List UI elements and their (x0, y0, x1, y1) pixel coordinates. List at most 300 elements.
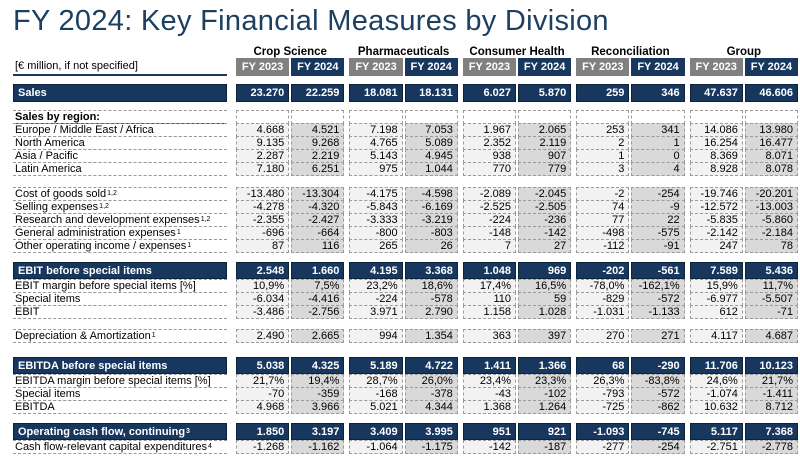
row-label-text: Operating cash flow, continuing (18, 425, 186, 438)
value-cell: -202 (576, 262, 629, 279)
table-row-other-operating-income-expenses (13, 239, 798, 253)
row-label (13, 400, 227, 414)
value-cell (745, 110, 798, 124)
value-cell: 1 (631, 136, 684, 150)
column-group-consumer-health: Consumer Health (469, 46, 565, 58)
value-cell: -2.184 (745, 226, 798, 240)
value-cell: -5.507 (745, 292, 798, 306)
value-cell: 1.028 (518, 305, 571, 319)
value-cell: 5.870 (518, 84, 571, 102)
value-cell: 1.368 (463, 400, 516, 414)
row-label-text: Special items (15, 293, 81, 305)
value-cell: 0 (631, 149, 684, 163)
value-cell: 1.850 (236, 423, 289, 440)
year-header-reconciliation-fy-2024: FY 2024 (631, 58, 684, 76)
value-cell: 7.368 (745, 423, 798, 440)
value-cell: -2.045 (518, 187, 571, 201)
row-label-text: Research and development expenses (15, 214, 200, 226)
value-cell: 8.928 (690, 162, 743, 176)
section-spacer (13, 343, 798, 357)
value-cell: -2.756 (291, 305, 344, 319)
value-cell: -187 (518, 440, 571, 454)
value-cell: 3.197 (291, 423, 344, 440)
row-label-text: General administration expenses (15, 227, 176, 239)
value-cell: 24,6% (690, 374, 743, 388)
value-cell: -91 (631, 239, 684, 253)
table-row-research-and-development-expenses (13, 213, 798, 227)
value-cell: -224 (349, 292, 402, 306)
value-cell: 1.660 (291, 262, 344, 279)
year-header-pharmaceuticals-fy-2023: FY 2023 (349, 58, 402, 76)
value-cell: 87 (236, 239, 289, 253)
value-cell: 8.078 (745, 162, 798, 176)
value-cell: -498 (576, 226, 629, 240)
year-header-consumer-health-fy-2024: FY 2024 (518, 58, 571, 76)
table-row-selling-expenses (13, 200, 798, 214)
value-cell: -236 (518, 213, 571, 227)
row-label (13, 305, 227, 319)
value-cell: -4.598 (405, 187, 458, 201)
value-cell: 2.548 (236, 262, 289, 279)
table-row-ebitda (13, 400, 798, 414)
row-label-text: Other operating income / expenses (15, 240, 187, 252)
row-label (13, 262, 227, 279)
row-label-text: Cash flow-relevant capital expenditures (15, 441, 207, 453)
value-cell: 21,7% (745, 374, 798, 388)
column-group-crop-science: Crop Science (253, 46, 327, 58)
value-cell: -1.133 (631, 305, 684, 319)
row-label (13, 123, 227, 137)
column-group-reconciliation: Reconciliation (591, 46, 670, 58)
row-label-text: Cost of goods sold (15, 188, 107, 200)
value-cell: -1.074 (690, 387, 743, 401)
financial-table (13, 44, 798, 454)
value-cell: 397 (518, 329, 571, 343)
value-cell: 16,5% (518, 279, 571, 293)
value-cell: 10,9% (236, 279, 289, 293)
row-label-text: Latin America (15, 163, 82, 175)
value-cell: 5.436 (745, 262, 798, 279)
value-cell: -254 (631, 187, 684, 201)
value-cell: -9 (631, 200, 684, 214)
value-cell: 4.521 (291, 123, 344, 137)
table-row-ebitda-before-special-items (13, 357, 798, 374)
table-row-general-administration-expenses (13, 226, 798, 240)
value-cell: -13.003 (745, 200, 798, 214)
value-cell: 3 (576, 162, 629, 176)
value-cell: 21,7% (236, 374, 289, 388)
row-label: Selling expenses 1,2 (13, 200, 227, 214)
value-cell: 26,0% (405, 374, 458, 388)
value-cell: -6.977 (690, 292, 743, 306)
value-cell: 6.027 (463, 84, 516, 102)
year-header-row (13, 58, 798, 76)
value-cell: -1.064 (349, 440, 402, 454)
value-cell: -142 (518, 226, 571, 240)
value-cell: 16.254 (690, 136, 743, 150)
value-cell: 4.687 (745, 329, 798, 343)
value-cell: 4 (631, 162, 684, 176)
unit-label: [€ million, if not specified] (13, 58, 227, 76)
row-label-text: Selling expenses (15, 201, 99, 213)
value-cell: 1.366 (518, 357, 571, 374)
row-label (13, 136, 227, 150)
table-row-special-items (13, 292, 798, 306)
row-label-text: Special items (15, 388, 81, 400)
value-cell: 7.589 (690, 262, 743, 279)
value-cell: 1.354 (405, 329, 458, 343)
value-cell: -745 (631, 423, 684, 440)
value-cell: 47.637 (690, 84, 743, 102)
row-label-text: EBITDA margin before special items [%] (15, 375, 211, 387)
value-cell: 23.270 (236, 84, 289, 102)
table-row-ebit-margin-before-special-items (13, 279, 798, 293)
section-spacer (13, 102, 798, 110)
table-row-asia-pacific (13, 149, 798, 163)
value-cell: -696 (236, 226, 289, 240)
value-cell: 3.368 (405, 262, 458, 279)
row-label-text: Depreciation & Amortization (15, 330, 151, 342)
value-cell: -578 (405, 292, 458, 306)
table-row-sales (13, 84, 798, 102)
value-cell: 2 (576, 136, 629, 150)
value-cell: 11.706 (690, 357, 743, 374)
value-cell: -12.572 (690, 200, 743, 214)
value-cell: -1.162 (291, 440, 344, 454)
row-label-text: Asia / Pacific (15, 150, 78, 162)
value-cell: -2.778 (745, 440, 798, 454)
value-cell: -2.505 (518, 200, 571, 214)
value-cell: -3.486 (236, 305, 289, 319)
value-cell: 363 (463, 329, 516, 343)
value-cell: 8.369 (690, 149, 743, 163)
year-header-reconciliation-fy-2023: FY 2023 (576, 58, 629, 76)
value-cell: 11,7% (745, 279, 798, 293)
value-cell: 265 (349, 239, 402, 253)
value-cell (518, 110, 571, 124)
value-cell: -83,8% (631, 374, 684, 388)
table-row-latin-america (13, 162, 798, 176)
value-cell: 77 (576, 213, 629, 227)
year-header-pharmaceuticals-fy-2024: FY 2024 (405, 58, 458, 76)
value-cell: 9.135 (236, 136, 289, 150)
value-cell (690, 110, 743, 124)
value-cell: 6.251 (291, 162, 344, 176)
value-cell: 7 (463, 239, 516, 253)
value-cell: 78 (745, 239, 798, 253)
value-cell: -800 (349, 226, 402, 240)
value-cell: 15,9% (690, 279, 743, 293)
value-cell: -5.835 (690, 213, 743, 227)
value-cell: -1.268 (236, 440, 289, 454)
value-cell: 5.117 (690, 423, 743, 440)
value-cell: -13.304 (291, 187, 344, 201)
value-cell: -2.142 (690, 226, 743, 240)
year-header-consumer-health-fy-2023: FY 2023 (463, 58, 516, 76)
column-group-group: Group (726, 46, 762, 58)
value-cell: -112 (576, 239, 629, 253)
value-cell (236, 110, 289, 124)
value-cell: 5.143 (349, 149, 402, 163)
value-cell: 13.980 (745, 123, 798, 137)
value-cell: 270 (576, 329, 629, 343)
value-cell: 1.044 (405, 162, 458, 176)
row-label-text: EBITDA before special items (18, 359, 168, 372)
value-cell: 17,4% (463, 279, 516, 293)
value-cell: 4.117 (690, 329, 743, 343)
row-label (13, 162, 227, 176)
row-label (13, 149, 227, 163)
row-label-text: North America (15, 137, 85, 149)
value-cell: -20.201 (745, 187, 798, 201)
table-row-special-items (13, 387, 798, 401)
value-cell: 26 (405, 239, 458, 253)
row-label: Research and development expenses 1,2 (13, 213, 227, 227)
row-label-text: Sales by region: (15, 111, 100, 123)
row-label: Depreciation & Amortization 1 (13, 329, 227, 343)
value-cell: 4.325 (291, 357, 344, 374)
value-cell: -3.219 (405, 213, 458, 227)
value-cell: 110 (463, 292, 516, 306)
section-spacer (13, 319, 798, 329)
row-label (13, 387, 227, 401)
value-cell: -43 (463, 387, 516, 401)
value-cell: 46.606 (745, 84, 798, 102)
row-label (13, 292, 227, 306)
value-cell: 10.632 (690, 400, 743, 414)
column-group-header-row (13, 44, 798, 58)
value-cell: 1.264 (518, 400, 571, 414)
value-cell: 5.189 (349, 357, 402, 374)
value-cell: -793 (576, 387, 629, 401)
row-label: Other operating income / expenses 1 (13, 239, 227, 253)
value-cell: -664 (291, 226, 344, 240)
value-cell: 271 (631, 329, 684, 343)
value-cell: 994 (349, 329, 402, 343)
value-cell: -575 (631, 226, 684, 240)
value-cell: 2.490 (236, 329, 289, 343)
section-spacer (13, 176, 798, 187)
section-spacer (13, 414, 798, 423)
year-header-group-fy-2023: FY 2023 (690, 58, 743, 76)
value-cell: 969 (518, 262, 571, 279)
value-cell: 2.790 (405, 305, 458, 319)
value-cell: -3.333 (349, 213, 402, 227)
value-cell: 2.219 (291, 149, 344, 163)
value-cell: 10.123 (745, 357, 798, 374)
value-cell: -1.031 (576, 305, 629, 319)
value-cell: 1.158 (463, 305, 516, 319)
value-cell: -102 (518, 387, 571, 401)
value-cell: 23,2% (349, 279, 402, 293)
value-cell: -2.089 (463, 187, 516, 201)
row-label (13, 110, 227, 124)
value-cell: 951 (463, 423, 516, 440)
table-row-cost-of-goods-sold (13, 187, 798, 201)
row-label: Operating cash flow, continuing 3 (13, 423, 227, 440)
year-header-crop-science-fy-2023: FY 2023 (236, 58, 289, 76)
value-cell: -572 (631, 387, 684, 401)
value-cell: 19,4% (291, 374, 344, 388)
value-cell: 3.995 (405, 423, 458, 440)
value-cell: 9.268 (291, 136, 344, 150)
value-cell: -168 (349, 387, 402, 401)
value-cell: -829 (576, 292, 629, 306)
value-cell: 3.971 (349, 305, 402, 319)
value-cell: 259 (576, 84, 629, 102)
section-spacer (13, 253, 798, 262)
value-cell: -803 (405, 226, 458, 240)
row-label (13, 357, 227, 374)
value-cell: -359 (291, 387, 344, 401)
value-cell (631, 110, 684, 124)
value-cell: -142 (463, 440, 516, 454)
value-cell: 1 (576, 149, 629, 163)
value-cell: 68 (576, 357, 629, 374)
column-group-pharmaceuticals: Pharmaceuticals (357, 46, 450, 58)
value-cell: -2.427 (291, 213, 344, 227)
value-cell: 22 (631, 213, 684, 227)
row-label-text: EBIT before special items (18, 264, 152, 277)
value-cell: -6.034 (236, 292, 289, 306)
table-row-sales-by-region (13, 110, 798, 124)
value-cell: -4.320 (291, 200, 344, 214)
value-cell: 770 (463, 162, 516, 176)
value-cell: -378 (405, 387, 458, 401)
value-cell (349, 110, 402, 124)
value-cell: 4.195 (349, 262, 402, 279)
value-cell: 7.180 (236, 162, 289, 176)
value-cell: 14.086 (690, 123, 743, 137)
value-cell: -2 (576, 187, 629, 201)
table-row-europe-middle-east-africa (13, 123, 798, 137)
value-cell: 7,5% (291, 279, 344, 293)
row-label: Cost of goods sold 1,2 (13, 187, 227, 201)
value-cell: -1.175 (405, 440, 458, 454)
value-cell: 346 (631, 84, 684, 102)
value-cell: 8.071 (745, 149, 798, 163)
value-cell: 7.198 (349, 123, 402, 137)
value-cell: -2.751 (690, 440, 743, 454)
value-cell: -277 (576, 440, 629, 454)
value-cell: 5.038 (236, 357, 289, 374)
row-label (13, 374, 227, 388)
value-cell: -71 (745, 305, 798, 319)
value-cell: 3.966 (291, 400, 344, 414)
value-cell (291, 110, 344, 124)
year-header-group-fy-2024: FY 2024 (745, 58, 798, 76)
row-label-text: EBIT (15, 306, 40, 318)
value-cell: 2.352 (463, 136, 516, 150)
value-cell: 59 (518, 292, 571, 306)
value-cell: -78,0% (576, 279, 629, 293)
value-cell: 74 (576, 200, 629, 214)
table-row-ebit-before-special-items (13, 262, 798, 279)
value-cell: 28,7% (349, 374, 402, 388)
value-cell: 18.081 (349, 84, 402, 102)
value-cell: 23,4% (463, 374, 516, 388)
value-cell: 18.131 (405, 84, 458, 102)
value-cell: 8.712 (745, 400, 798, 414)
row-label: General administration expenses 1 (13, 226, 227, 240)
value-cell (405, 110, 458, 124)
value-cell: 5.089 (405, 136, 458, 150)
row-label-text: EBIT margin before special items [%] (15, 280, 196, 292)
page-title: FY 2024: Key Financial Measures by Division (13, 5, 609, 37)
value-cell: -2.525 (463, 200, 516, 214)
value-cell: 7.053 (405, 123, 458, 137)
value-cell: -4.278 (236, 200, 289, 214)
value-cell: 22.259 (291, 84, 344, 102)
value-cell: 1.048 (463, 262, 516, 279)
value-cell: -162,1% (631, 279, 684, 293)
row-label (13, 279, 227, 293)
value-cell: -2.355 (236, 213, 289, 227)
value-cell: 907 (518, 149, 571, 163)
value-cell: 938 (463, 149, 516, 163)
value-cell: 26,3% (576, 374, 629, 388)
value-cell: 2.119 (518, 136, 571, 150)
value-cell: 18,6% (405, 279, 458, 293)
value-cell: 5.021 (349, 400, 402, 414)
table-row-ebitda-margin-before-special-items (13, 374, 798, 388)
value-cell: 4.344 (405, 400, 458, 414)
year-header-crop-science-fy-2024: FY 2024 (291, 58, 344, 76)
value-cell: -4.175 (349, 187, 402, 201)
value-cell: 341 (631, 123, 684, 137)
value-cell: 2.065 (518, 123, 571, 137)
value-cell: -290 (631, 357, 684, 374)
table-row-north-america (13, 136, 798, 150)
row-label: Cash flow-relevant capital expenditures 4 (13, 440, 227, 454)
value-cell: 4.968 (236, 400, 289, 414)
value-cell: 921 (518, 423, 571, 440)
value-cell: 2.287 (236, 149, 289, 163)
value-cell: -148 (463, 226, 516, 240)
value-cell: -862 (631, 400, 684, 414)
value-cell: -254 (631, 440, 684, 454)
value-cell: 4.668 (236, 123, 289, 137)
value-cell: 2.665 (291, 329, 344, 343)
value-cell: 612 (690, 305, 743, 319)
value-cell: 1.411 (463, 357, 516, 374)
value-cell: 116 (291, 239, 344, 253)
row-label-text: Europe / Middle East / Africa (15, 124, 154, 136)
value-cell: 975 (349, 162, 402, 176)
row-label-text: Sales (18, 87, 47, 99)
value-cell: 253 (576, 123, 629, 137)
value-cell: -5.843 (349, 200, 402, 214)
row-label-text: EBITDA (15, 401, 55, 413)
value-cell: 1.967 (463, 123, 516, 137)
value-cell: -1.093 (576, 423, 629, 440)
value-cell: -572 (631, 292, 684, 306)
value-cell: -224 (463, 213, 516, 227)
row-label (13, 84, 227, 102)
value-cell: 16.477 (745, 136, 798, 150)
value-cell: -6.169 (405, 200, 458, 214)
value-cell: -5.860 (745, 213, 798, 227)
value-cell: -1.411 (745, 387, 798, 401)
value-cell: -13.480 (236, 187, 289, 201)
table-row-cash-flow-relevant-capital-expenditures (13, 440, 798, 454)
value-cell: -725 (576, 400, 629, 414)
value-cell: -561 (631, 262, 684, 279)
value-cell: 27 (518, 239, 571, 253)
value-cell (463, 110, 516, 124)
value-cell: -19.746 (690, 187, 743, 201)
value-cell: 4.945 (405, 149, 458, 163)
